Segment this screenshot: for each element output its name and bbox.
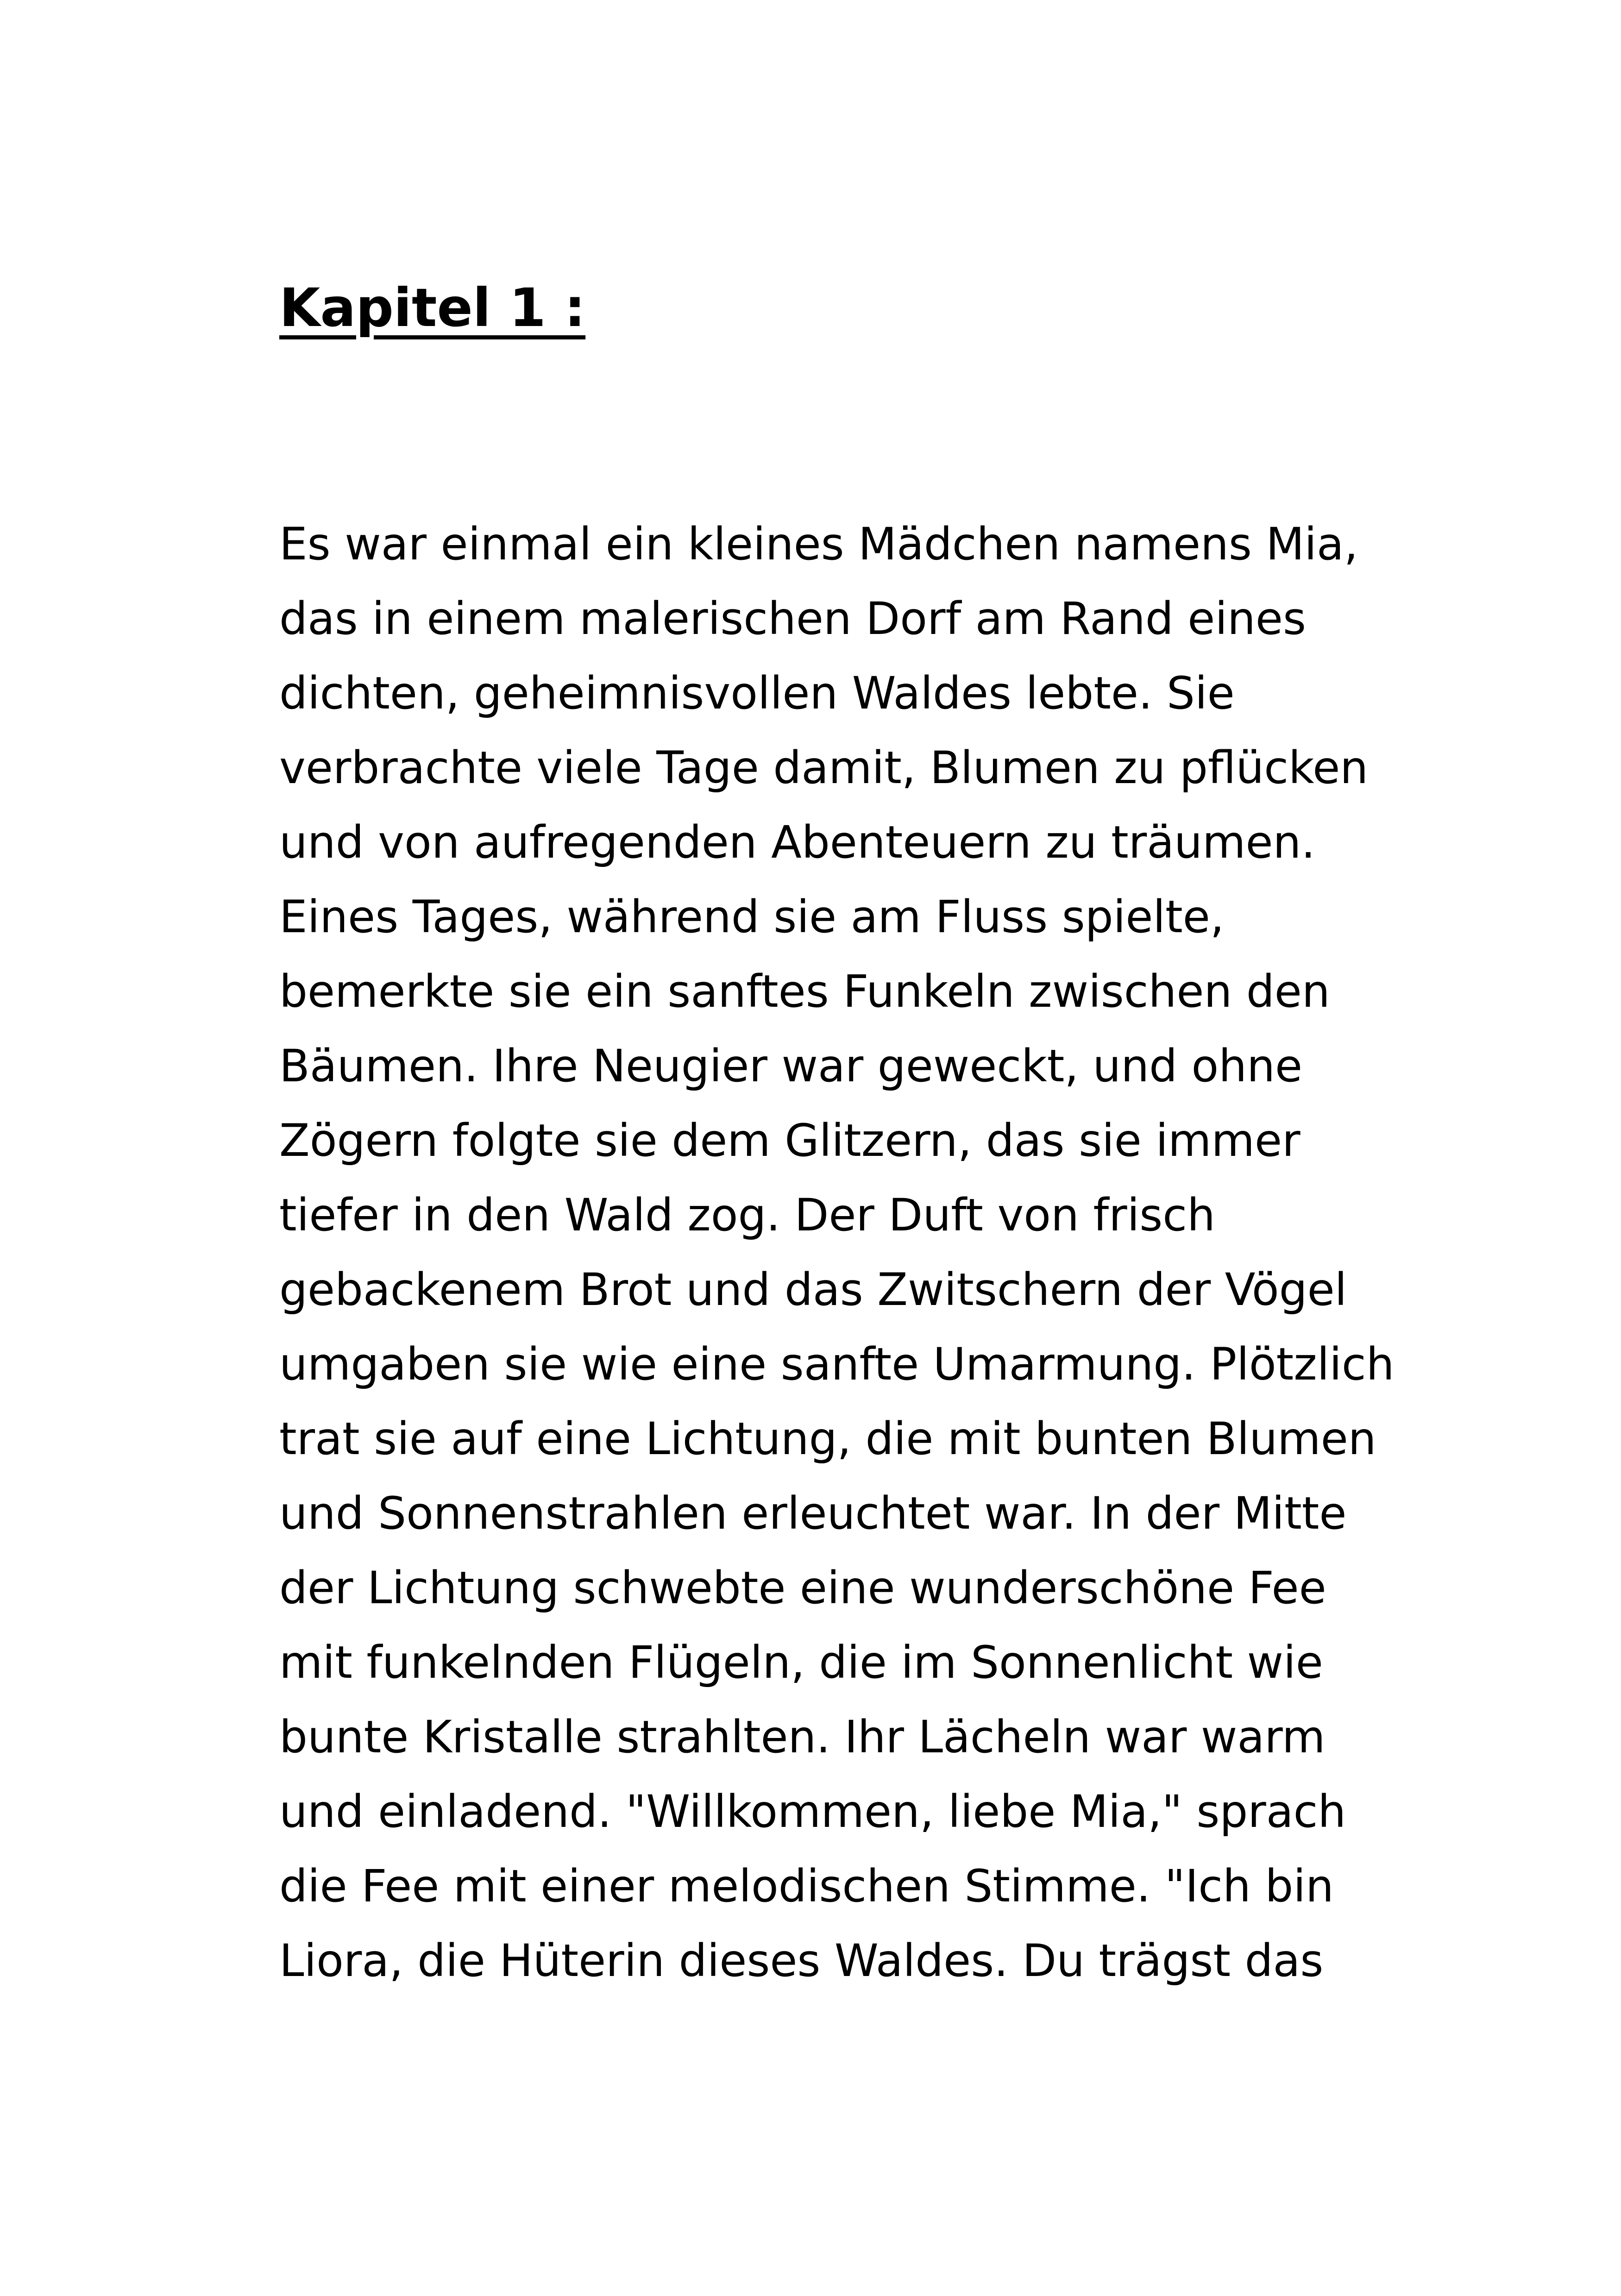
text-line: und von aufregenden Abenteuern zu träumen. [279,816,1315,868]
text-line: mit funkelnden Flügeln, die im Sonnenlicht wie [279,1637,1323,1688]
story-text [279,507,1395,1998]
text-line: trat sie auf eine Lichtung, die mit bunten Blumen [279,1413,1376,1465]
chapter-title: Kapitel 1 : [279,277,586,339]
text-line: Es war einmal ein kleines Mädchen namens Mia, [279,518,1358,570]
text-line: tiefer in den Wald zog. Der Duft von frisch [279,1189,1215,1241]
text-line: bemerkte sie ein sanftes Funkeln zwischen den [279,966,1330,1017]
text-line: Liora, die Hüterin dieses Waldes. Du trägst das [279,1935,1324,1987]
text-line: der Lichtung schwebte eine wunderschöne Fee [279,1562,1326,1614]
text-line: bunte Kristalle strahlten. Ihr Lächeln war warm [279,1711,1326,1763]
text-line: Bäumen. Ihre Neugier war geweckt, und ohne [279,1040,1303,1092]
text-line: Zögern folgte sie dem Glitzern, das sie immer [279,1115,1301,1167]
text-line: das in einem malerischen Dorf am Rand eines [279,593,1306,645]
text-line: und Sonnenstrahlen erleuchtet war. In der Mitte [279,1487,1347,1539]
text-line: dichten, geheimnisvollen Waldes lebte. Sie [279,667,1235,719]
text-line: die Fee mit einer melodischen Stimme. "Ich bin [279,1860,1334,1912]
text-line: und einladend. "Willkommen, liebe Mia," sprach [279,1786,1346,1838]
text-line: umgaben sie wie eine sanfte Umarmung. Plötzlich [279,1338,1395,1390]
text-line: Eines Tages, während sie am Fluss spielte, [279,891,1225,943]
text-line: gebackenem Brot und das Zwitschern der Vögel [279,1264,1347,1316]
text-line: verbrachte viele Tage damit, Blumen zu pflücken [279,742,1369,794]
